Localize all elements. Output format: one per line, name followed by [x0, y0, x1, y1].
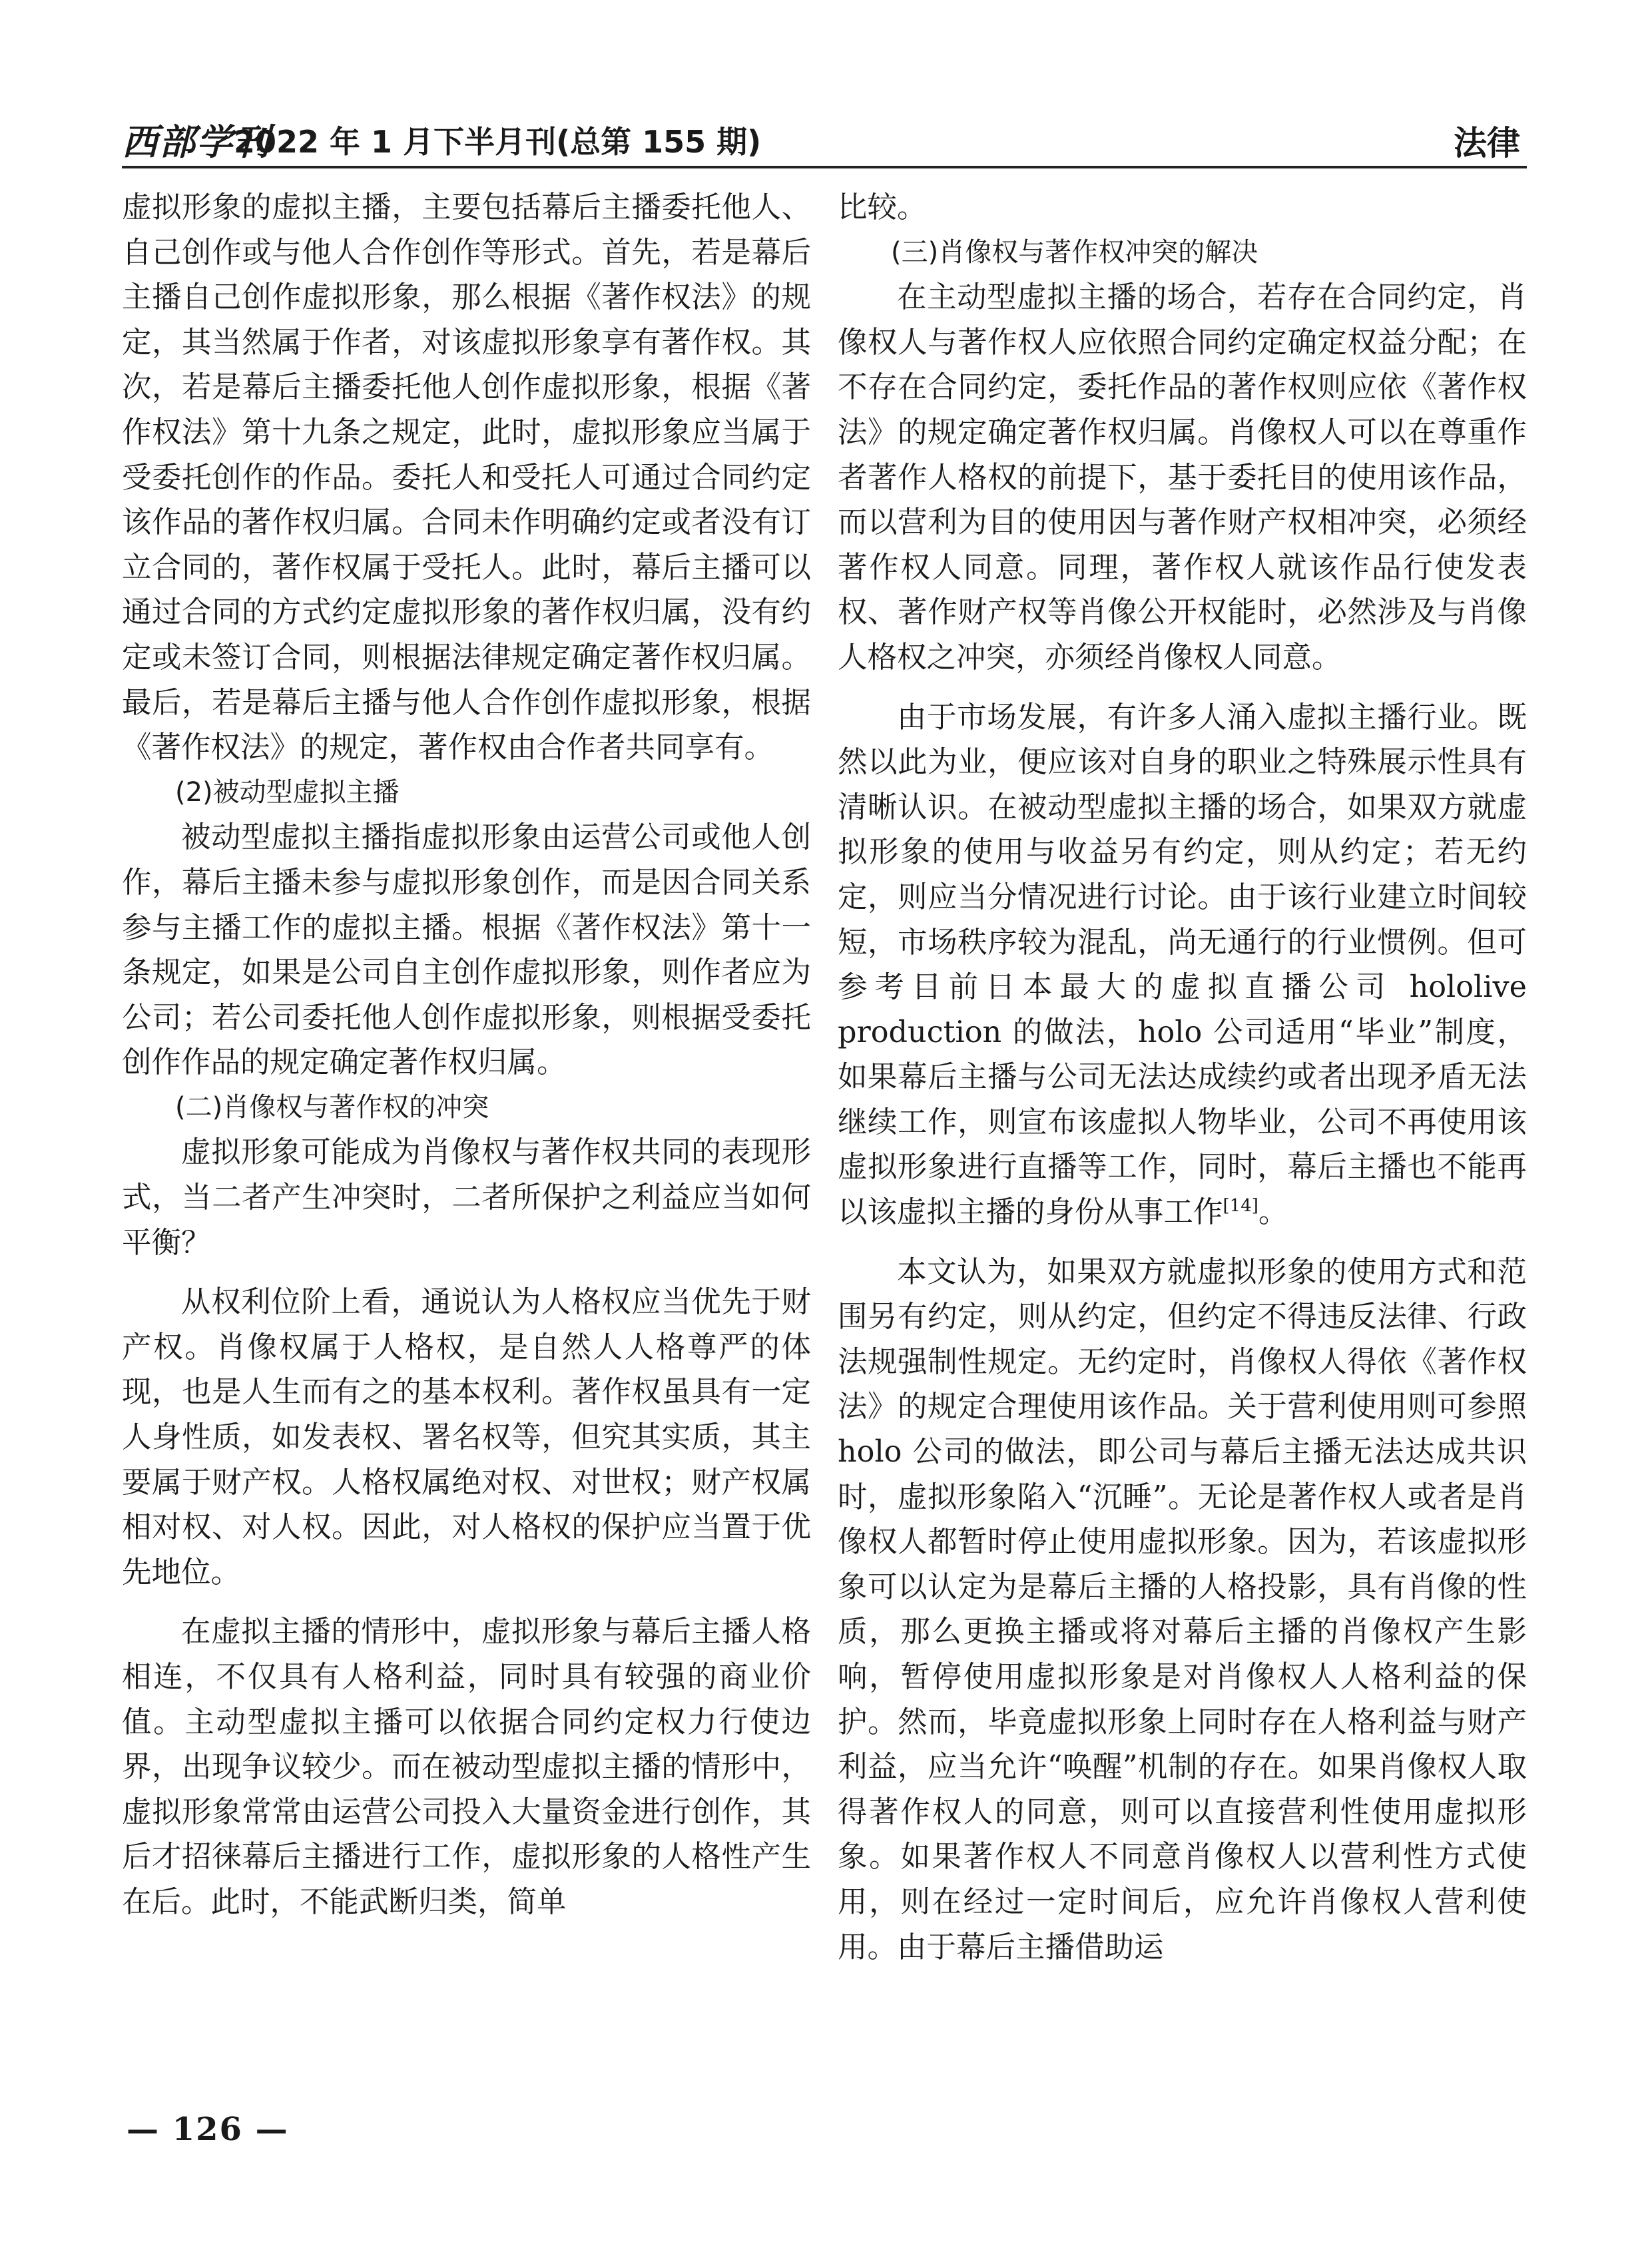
paragraph: 本文认为，如果双方就虚拟形象的使用方式和范围另有约定，则从约定，但约定不得违反法律、行政法规强制性规定。无约定时，肖像权人得依《著作权法》的规定合理使用该作品。关于营利使用则可参照 holo 公司的做法，即公司与幕后主播无法达成共识时，虚拟形象陷入“沉睡”。无论是著作权人或者是肖像权人都暂时停止使用虚拟形象。因为，若该虚拟形象可以认定为是幕后主播的人格投影，具有肖像的性质，那么更换主播或将对幕后主播的肖像权产生影响，暂停使用虚拟形象是对肖像权人人格利益的保护。然而，毕竟虚拟形象上同时存在人格利益与财产利益，应当允许“唤醒”机制的存在。如果肖像权人取得著作权人的同意，则可以直接营利性使用虚拟形象。如果著作权人不同意肖像权人以营利性方式使用，则在经过一定时间后，应允许肖像权人营利使用。由于幕后主播借助运 [838, 1255, 1527, 1964]
paragraph: 比较。 [838, 190, 927, 224]
section-name: 法律 [1454, 124, 1520, 162]
paragraph: 在主动型虚拟主播的场合，若存在合同约定，肖像权人与著作权人应依照合同约定确定权益分配；在不存在合同约定，委托作品的著作权则应依《著作权法》的规定确定著作权归属。肖像权人可以在尊重作者著作人格权的前提下，基于委托目的使用该作品，而以营利为目的使用因与著作财产权相冲突，必须经著作权人同意。同理，著作权人就该作品行使发表权、著作财产权等肖像公开权能时，必然涉及与肖像人格权之冲突，亦须经肖像权人同意。 [838, 280, 1527, 675]
citation-ref: [14] [1223, 1196, 1258, 1217]
paragraph-end: 。 [1258, 1195, 1288, 1230]
paragraph: 从权利位阶上看，通说认为人格权应当优先于财产权。肖像权属于人格权，是自然人人格尊严的体现，也是人生而有之的基本权利。著作权虽具有一定人身性质，如发表权、署名权等，但究其实质，其主要属于财产权。人格权属绝对权、对世权；财产权属相对权、对人权。因此，对人格权的保护应当置于优先地位。 [122, 1285, 811, 1589]
subheading: (2)被动型虚拟主播 [175, 776, 400, 808]
journal-logo: 西部学刊 [122, 121, 271, 163]
paragraph-text: 由于市场发展，有许多人涌入虚拟主播行业。既然以此为业，便应该对自身的职业之特殊展示性具有清晰认识。在被动型虚拟主播的场合，如果双方就虚拟形象的使用与收益另有约定，则从约定；若无约定，则应当分情况进行讨论。由于该行业建立时间较短，市场秩序较为混乱，尚无通行的行业惯例。但可参考目前日本最大的虚拟直播公司 hololive production 的做法，holo 公司适用“毕业”制度，如果幕后主播与公司无法达成续约或者出现矛盾无法继续工作，则宣布该虚拟人物毕业，公司不再使用该虚拟形象进行直播等工作，同时，幕后主播也不能再以该虚拟主播的身份从事工作 [838, 700, 1527, 1230]
page-number: — 126 — [127, 2111, 289, 2148]
paragraph: 虚拟形象可能成为肖像权与著作权共同的表现形式，当二者产生冲突时，二者所保护之利益应当如何平衡？ [122, 1135, 811, 1260]
issue-info: 2022 年 1 月下半月刊(总第 155 期) [234, 124, 762, 160]
paragraph: 虚拟形象的虚拟主播，主要包括幕后主播委托他人、自己创作或与他人合作创作等形式。首先，若是幕后主播自己创作虚拟形象，那么根据《著作权法》的规定，其当然属于作者，对该虚拟形象享有著作权。其次，若是幕后主播委托他人创作虚拟形象，根据《著作权法》第十九条之规定，此时，虚拟形象应当属于受委托创作的作品。委托人和受托人可通过合同约定该作品的著作权归属。合同未作明确约定或者没有订立合同的，著作权属于受托人。此时，幕后主播可以通过合同的方式约定虚拟形象的著作权归属，没有约定或未签订合同，则根据法律规定确定著作权归属。最后，若是幕后主播与他人合作创作虚拟形象，根据《著作权法》的规定，著作权由合作者共同享有。 [122, 190, 811, 765]
subheading: (二)肖像权与著作权的冲突 [175, 1091, 489, 1123]
page-header [122, 109, 1527, 168]
paragraph [838, 695, 1527, 1235]
right-column [838, 185, 1527, 1970]
paragraph: 在虚拟主播的情形中，虚拟形象与幕后主播人格相连，不仅具有人格利益，同时具有较强的商业价值。主动型虚拟主播可以依据合同约定权力行使边界，出现争议较少。而在被动型虚拟主播的情形中，虚拟形象常常由运营公司投入大量资金进行创作，其后才招徕幕后主播进行工作，虚拟形象的人格性产生在后。此时，不能武断归类，简单 [122, 1615, 811, 1919]
paragraph: 被动型虚拟主播指虚拟形象由运营公司或他人创作，幕后主播未参与虚拟形象创作，而是因合同关系参与主播工作的虚拟主播。根据《著作权法》第十一条规定，如果是公司自主创作虚拟形象，则作者应为公司；若公司委托他人创作虚拟形象，则根据受委托创作作品的规定确定著作权归属。 [122, 820, 811, 1080]
subheading: (三)肖像权与著作权冲突的解决 [891, 236, 1258, 268]
left-column [122, 185, 811, 1925]
